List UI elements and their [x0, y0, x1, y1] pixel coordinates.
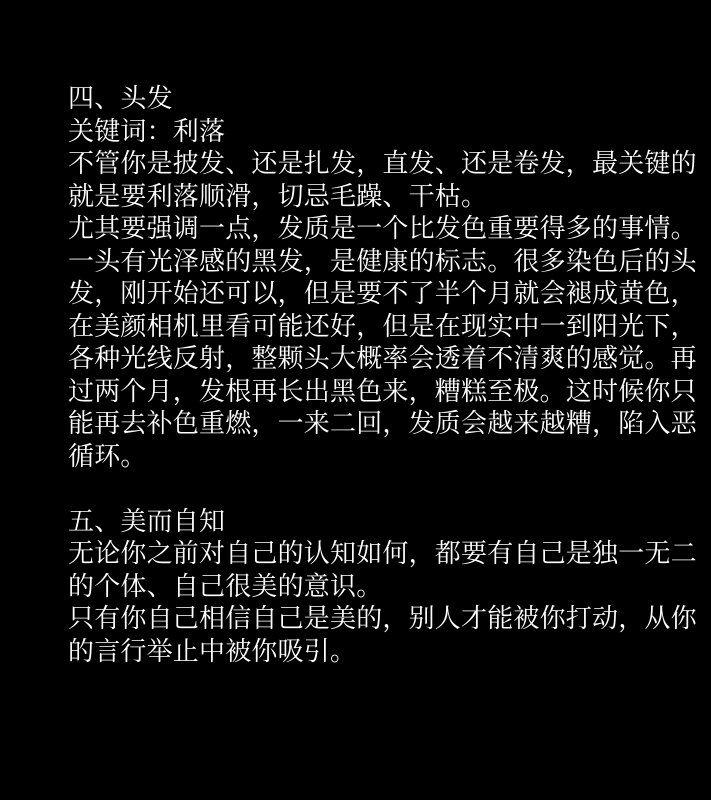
- text-line: 循环。: [68, 440, 147, 471]
- text-line: 在美颜相机里看可能还好，但是在现实中一到阳光下，: [68, 310, 697, 341]
- text-line: 能再去补色重燃，一来二回，发质会越来越糟，陷入恶: [68, 408, 697, 438]
- text-line: 一头有光泽感的黑发，是健康的标志。很多染色后的头: [68, 245, 697, 276]
- text-line: 尤其要强调一点，发质是一个比发色重要得多的事情。: [68, 213, 697, 243]
- text-line: 发，刚开始还可以，但是要不了半个月就会褪成黄色，: [68, 278, 697, 308]
- text-line: 只有你自己相信自己是美的，别人才能被你打动，从你: [68, 603, 697, 633]
- article-content: [68, 82, 697, 667]
- text-line: 各种光线反射，整颗头大概率会透着不清爽的感觉。再: [68, 343, 697, 373]
- text-line: 就是要利落顺滑，切忌毛躁、干枯。: [68, 180, 488, 211]
- text-line: 的言行举止中被你吸引。: [68, 635, 357, 666]
- text-line: 无论你之前对自己的认知如何，都要有自己是独一无二: [68, 538, 697, 568]
- text-line: 关键词：利落: [68, 115, 226, 146]
- section-heading: 五、美而自知: [68, 505, 226, 536]
- text-line: 不管你是披发、还是扎发，直发、还是卷发，最关键的: [68, 148, 697, 178]
- text-line: 的个体、自己很美的意识。: [68, 570, 383, 601]
- text-line: 过两个月，发根再长出黑色来，糟糕至极。这时候你只: [68, 375, 697, 406]
- section-hair: [68, 82, 697, 472]
- section-self-awareness: [68, 505, 697, 668]
- section-heading: 四、头发: [68, 83, 173, 113]
